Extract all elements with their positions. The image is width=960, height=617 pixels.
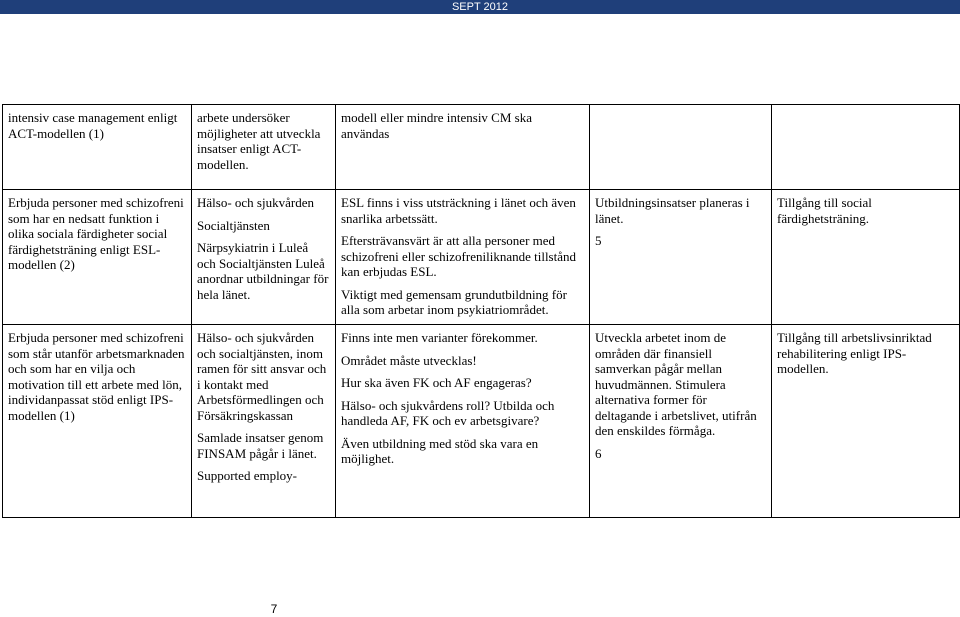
cell-paragraph: 6 (595, 445, 602, 461)
cell-paragraph: Tillgång till arbetslivsinriktad rehabilitering enligt IPS- modellen. (777, 330, 932, 376)
table-cell-recommendation (3, 325, 192, 518)
table-cell-actions-priority (590, 325, 772, 518)
table-cell-outcome (772, 190, 960, 325)
table-cell-outcome (772, 325, 960, 518)
table-row (3, 105, 960, 190)
cell-paragraph: Viktigt med gemensam grundutbildning för alla som arbetar inom psykiatriområdet. (341, 286, 567, 317)
cell-paragraph: Även utbildning med stöd ska vara en möjlighet. (341, 435, 539, 466)
cell-paragraph: Supported employ- (197, 468, 298, 483)
table-cell-responsible (192, 325, 336, 518)
table-row (3, 325, 960, 518)
table-cell-status-comment (336, 325, 590, 518)
table-cell-status-comment (336, 190, 590, 325)
cell-paragraph: Samlade insatser genom FINSAM pågår i länet. (197, 430, 324, 461)
table-cell-responsible (192, 190, 336, 325)
cell-paragraph: Erbjuda personer med schizofreni som står utanför arbetsmarknaden och som har en vilja och motivation till ett arbete med lön, individanpassat stöd enligt IPS-modellen (1) (8, 330, 185, 423)
cell-paragraph: Hur ska även FK och AF engageras? (341, 375, 532, 390)
cell-paragraph: Närpsykiatrin i Luleå och Socialtjänsten Luleå anordnar utbildningar för hela länet. (197, 240, 329, 302)
table-cell-status-comment (336, 105, 590, 190)
table-cell-outcome (772, 105, 960, 190)
cell-paragraph: Erbjuda personer med schizofreni som har en nedsatt funktion i olika sociala färdigheter social färdighetsträning enligt ESL-modellen (2) (8, 195, 184, 272)
cell-paragraph: Hälso- och sjukvården (197, 195, 314, 210)
cell-paragraph: Utveckla arbetet inom de områden där finansiell samverkan pågår mellan huvudmännen. Stimulera alternativa former för deltagande i arbetslivet, utifrån den enskildes förmåga. (595, 330, 757, 438)
cell-paragraph: Socialtjänsten (197, 217, 270, 233)
recommendations-table (2, 104, 960, 518)
table-row (3, 190, 960, 325)
cell-paragraph: Hälso- och sjukvården och socialtjänsten, inom ramen för sitt ansvar och i kontakt med Arbetsförmedlingen och Försäkringskassan (197, 330, 327, 423)
cell-paragraph: Finns inte men varianter förekommer. (341, 330, 538, 345)
cell-paragraph: 5 (595, 233, 602, 248)
table-cell-actions-priority (590, 105, 772, 190)
cell-paragraph: Utbildningsinsatser planeras i länet. (595, 195, 750, 226)
cell-paragraph: ESL finns i viss utsträckning i länet och även snarlika arbetssätt. (341, 195, 576, 226)
table-cell-recommendation (3, 105, 192, 190)
page-header-title: SEPT 2012 (451, 1, 509, 13)
page-number: 7 (270, 602, 278, 616)
cell-paragraph: intensiv case management enligt ACT-modellen (1) (8, 110, 178, 141)
cell-paragraph: arbete undersöker möjligheter att utveckla insatser enligt ACT-modellen. (197, 110, 321, 172)
cell-paragraph: Området måste utvecklas! (341, 352, 477, 368)
cell-paragraph: Eftersträvansvärt är att alla personer med schizofreni eller schizofreniliknande tillstånd kan erbjudas ESL. (341, 233, 576, 279)
table-cell-responsible (192, 105, 336, 190)
cell-paragraph: Hälso- och sjukvårdens roll? Utbilda och handleda AF, FK och ev arbetsgivare? (341, 397, 555, 428)
cell-paragraph: Tillgång till social färdighetsträning. (777, 195, 872, 226)
cell-paragraph: modell eller mindre intensiv CM ska användas (341, 110, 532, 141)
table-cell-recommendation (3, 190, 192, 325)
table-cell-actions-priority (590, 190, 772, 325)
